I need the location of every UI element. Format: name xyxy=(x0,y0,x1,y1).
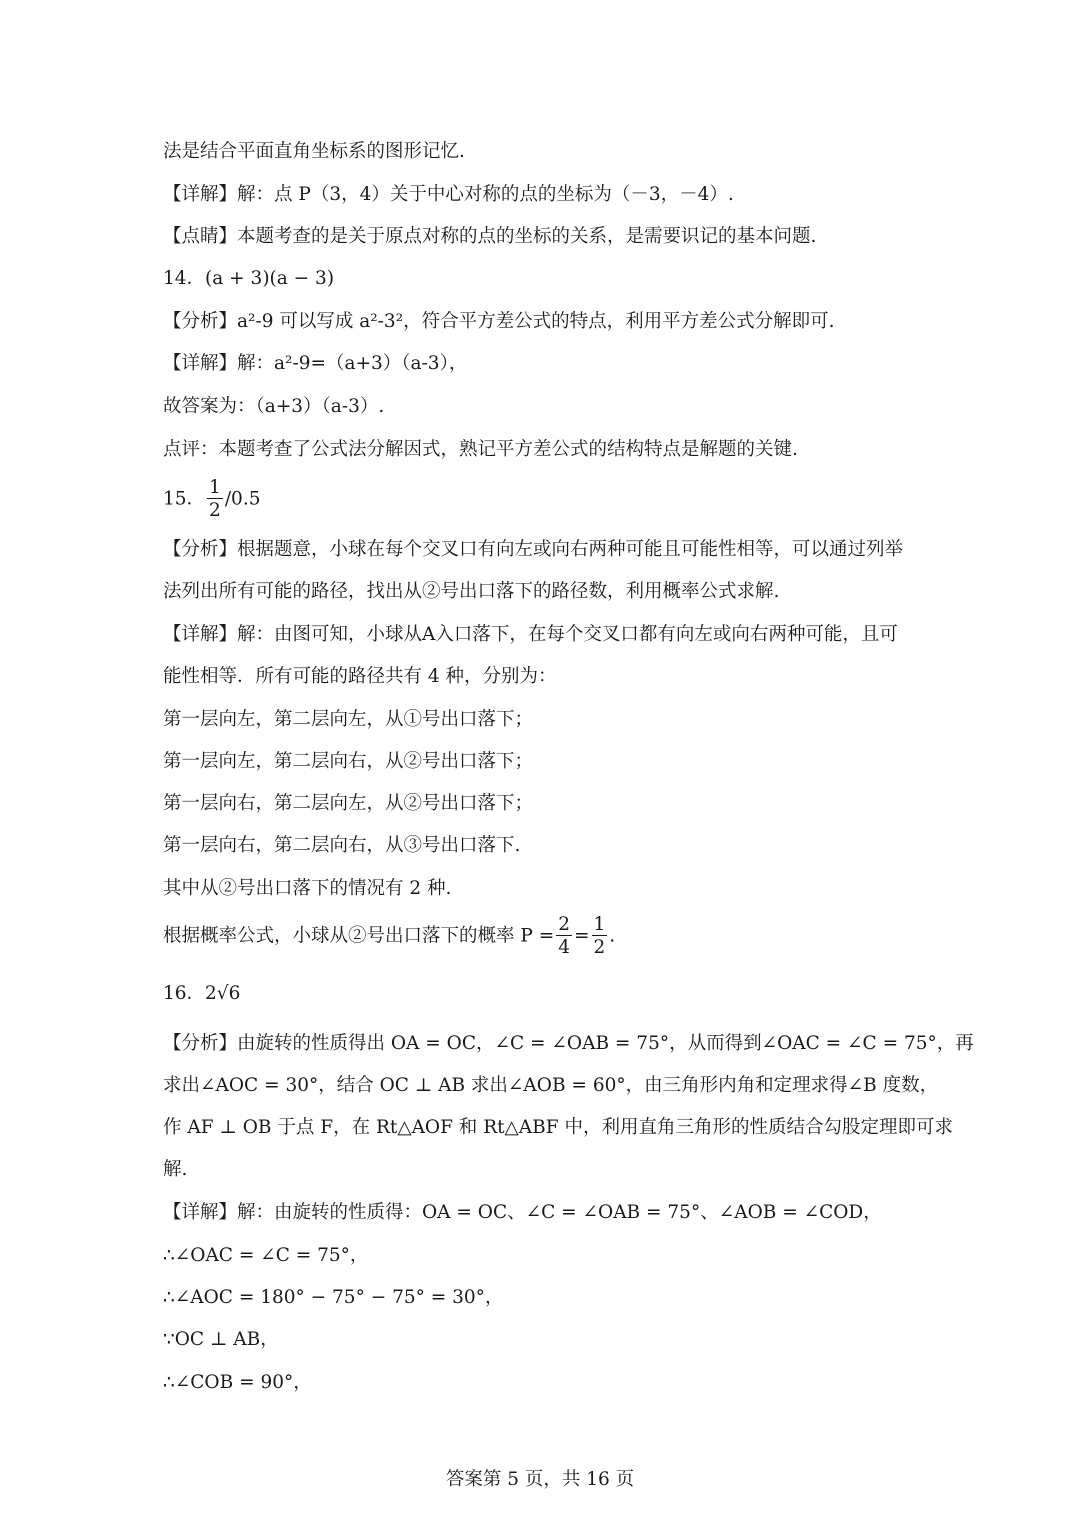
answer-15-fraction xyxy=(207,478,223,521)
text-line: 法列出所有可能的路径，找出从②号出口落下的路径数，利用概率公式求解. xyxy=(163,581,780,602)
text-line: 其中从②号出口落下的情况有 2 种. xyxy=(163,878,452,899)
fraction-denominator: 2 xyxy=(209,500,221,522)
text-line: 【详解】解：由旋转的性质得：OA = OC、∠C = ∠OAB = 75°、∠AOB = ∠COD， xyxy=(163,1202,882,1223)
probability-fraction-1 xyxy=(556,915,572,958)
fraction-denominator: 2 xyxy=(593,937,606,959)
probability-line xyxy=(163,915,615,958)
answer-15-suffix: /0.5 xyxy=(224,488,261,510)
answer-15 xyxy=(163,478,260,521)
text-line: 点评：本题考查了公式法分解因式，熟记平方差公式的结构特点是解题的关键. xyxy=(163,439,798,460)
answer-16: 16．2√6 xyxy=(163,983,241,1004)
page-footer: 答案第 5 页，共 16 页 xyxy=(445,1469,635,1490)
text-line: 【分析】a²-9 可以写成 a²-3²，符合平方差公式的特点，利用平方差公式分解即可. xyxy=(163,311,835,332)
answer-14: 14．(a + 3)(a − 3) xyxy=(163,268,335,289)
text-line: 【详解】解：由图可知，小球从A入口落下，在每个交叉口都有向左或向右两种可能，且可 xyxy=(163,624,898,645)
text-line: 法是结合平面直角坐标系的图形记忆. xyxy=(163,141,465,162)
probability-text: 根据概率公式，小球从②号出口落下的概率 P = xyxy=(163,925,555,947)
text-line: 【分析】由旋转的性质得出 OA = OC，∠C = ∠OAB = 75°，从而得到∠OAC = ∠C = 75°，再 xyxy=(163,1033,974,1054)
fraction-numerator: 1 xyxy=(209,477,221,498)
text-line: 求出∠AOC = 30°，结合 OC ⊥ AB 求出∠AOB = 60°，由三角形内角和定理求得∠B 度数， xyxy=(163,1075,939,1096)
text-line: 第一层向右，第二层向右，从③号出口落下. xyxy=(163,835,521,856)
fraction-numerator: 1 xyxy=(593,914,606,935)
text-line: 【点睛】本题考查的是关于原点对称的点的坐标的关系，是需要识记的基本问题. xyxy=(163,226,817,247)
text-line: 第一层向左，第二层向右，从②号出口落下； xyxy=(163,751,534,772)
text-line: 作 AF ⊥ OB 于点 F，在 Rt△AOF 和 Rt△ABF 中，利用直角三角形的性质结合勾股定理即可求 xyxy=(163,1117,953,1138)
text-line: 故答案为：（a+3）（a-3）. xyxy=(163,396,385,417)
text-line: ∴∠OAC = ∠C = 75°， xyxy=(163,1245,369,1266)
period: . xyxy=(609,925,616,947)
text-line: 能性相等．所有可能的路径共有 4 种，分别为： xyxy=(163,666,557,687)
fraction-numerator: 2 xyxy=(558,914,570,935)
fraction-denominator: 4 xyxy=(558,937,570,959)
answer-15-prefix: 15． xyxy=(163,488,206,510)
equals-sign: = xyxy=(574,925,590,947)
text-line: ∴∠COB = 90°， xyxy=(163,1372,312,1393)
text-line: 第一层向左，第二层向左，从①号出口落下； xyxy=(163,709,534,730)
text-line: ∴∠AOC = 180° − 75° − 75° = 30°， xyxy=(163,1287,504,1308)
probability-fraction-2 xyxy=(592,915,608,958)
text-line: 解. xyxy=(163,1159,188,1180)
text-line: 第一层向右，第二层向左，从②号出口落下； xyxy=(163,793,534,814)
text-line: 【详解】解：点 P（3，4）关于中心对称的点的坐标为（－3，－4）. xyxy=(163,184,734,205)
text-line: ∵OC ⊥ AB， xyxy=(163,1329,279,1350)
text-line: 【详解】解：a²-9=（a+3）（a-3）， xyxy=(163,353,468,374)
text-line: 【分析】根据题意，小球在每个交叉口有向左或向右两种可能且可能性相等，可以通过列举 xyxy=(163,539,904,560)
